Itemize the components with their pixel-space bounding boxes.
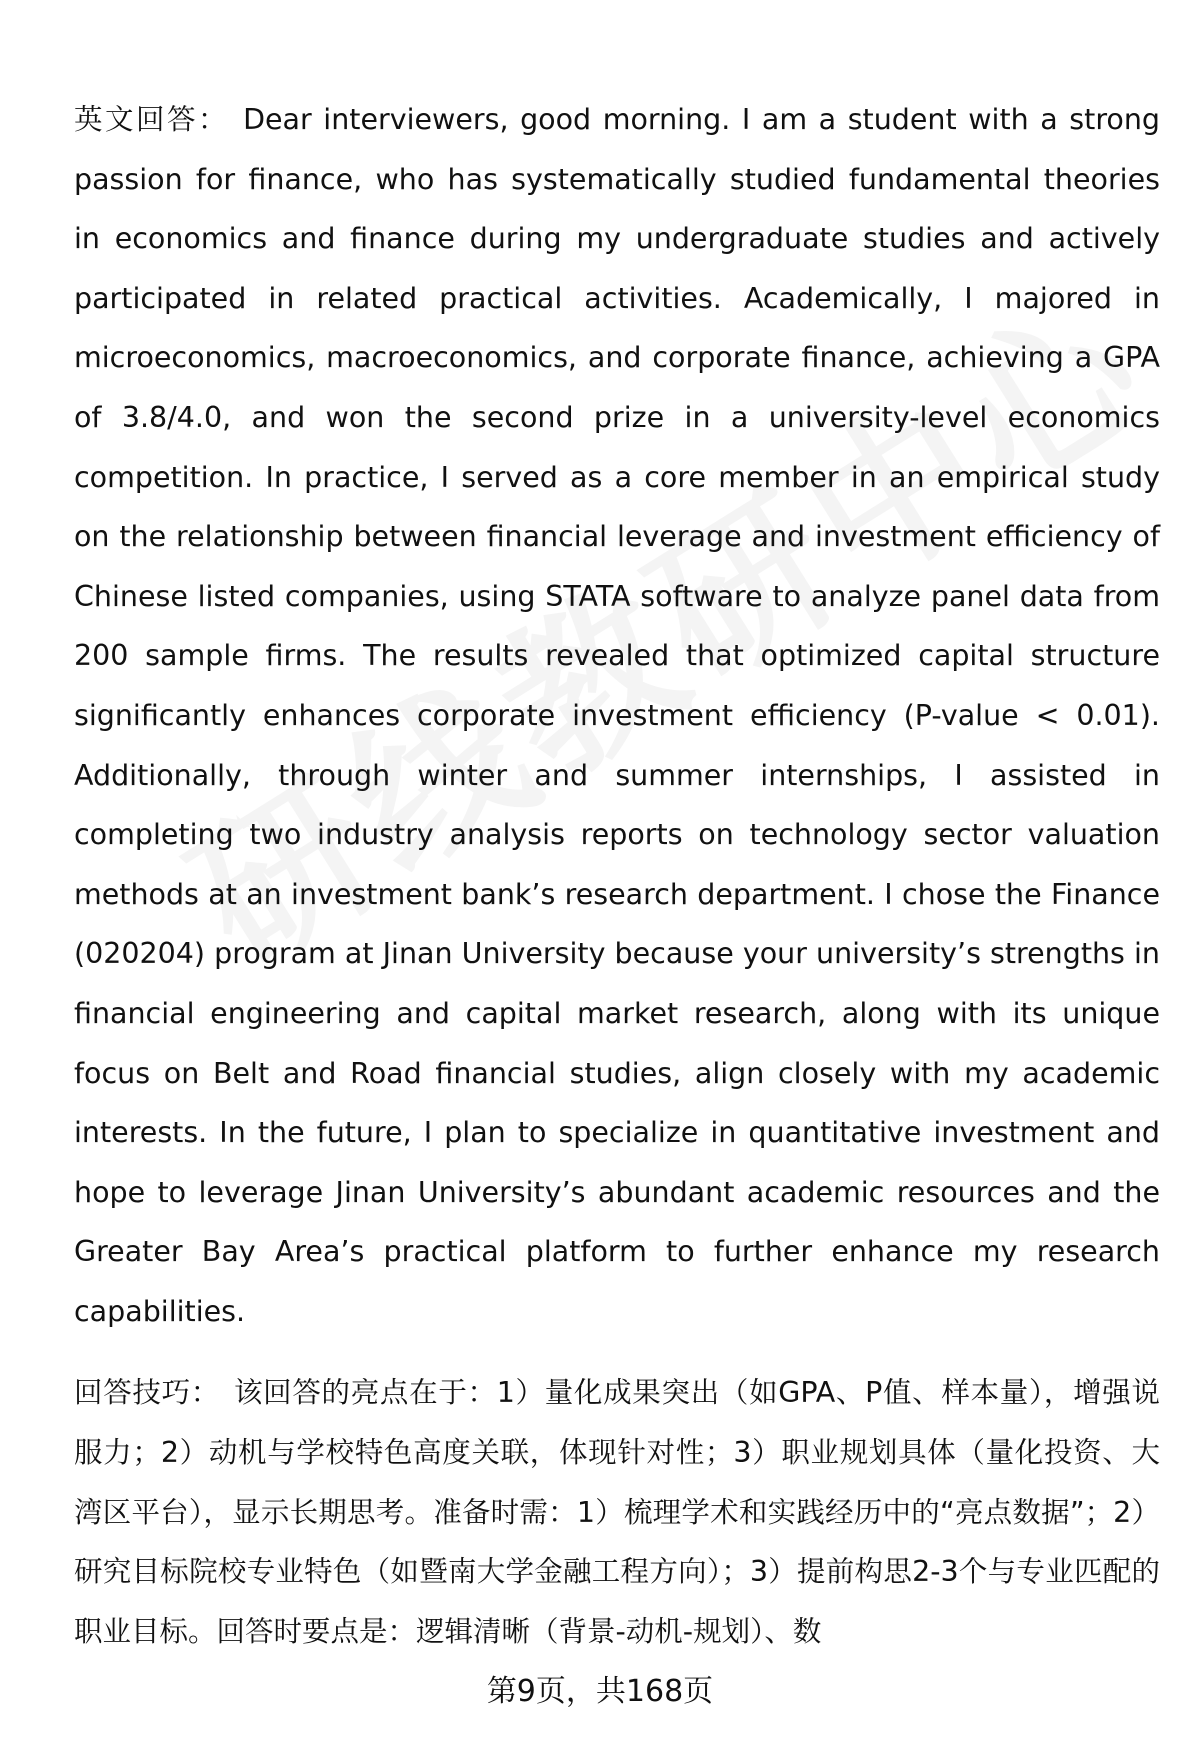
page-number-footer: 第9页，共168页 <box>486 1674 714 1709</box>
english-answer-text: Dear interviewers, good morning. I am a student with a strong passion for finance, who has systematically studied fundamental theories in economics and finance during my undergraduate studies and actively participated in related practical activities. Academically, I majored in microeconomics, macroeconomics, and corporate finance, achieving a GPA of 3.8/4.0, and won the second prize in a university-level economics competition. In practice, I served as a core member in an empirical study on the relationship between financial leverage and investment efficiency of Chinese listed companies, using STATA software to analyze panel data from 200 sample firms. The results revealed that optimized capital structure significantly enhances corporate investment efficiency (P-value < 0.01). Additionally, through winter and summer internships, I assisted in completing two industry analysis reports on technology sector valuation methods at an investment bank’s research department. I chose the Finance (020204) program at Jinan University because your university’s strengths in financial engineering and capital market research, along with its unique focus on Belt and Road financial studies, align closely with my academic interests. In the future, I plan to specialize in quantitative investment and hope to leverage Jinan University’s abundant academic resources and the Greater Bay Area’s practical platform to further enhance my research capabilities. <box>74 103 1160 1328</box>
answer-tips-paragraph <box>74 1363 1160 1661</box>
english-answer-paragraph <box>74 90 1160 1341</box>
english-answer-label: 英文回答： <box>74 103 230 136</box>
answer-tips-label: 回答技巧： <box>74 1376 220 1410</box>
page-content <box>74 90 1160 1661</box>
answer-tips-text: 该回答的亮点在于：1）量化成果突出（如GPA、P值、样本量），增强说服力；2）动机与学校特色高度关联，体现针对性；3）职业规划具体（量化投资、大湾区平台），显示长期思考。准备时需：1）梳理学术和实践经历中的“亮点数据”；2）研究目标院校专业特色（如暨南大学金融工程方向）；3）提前构思2-3个与专业匹配的职业目标。回答时要点是：逻辑清晰（背景-动机-规划）、数 <box>74 1376 1160 1648</box>
